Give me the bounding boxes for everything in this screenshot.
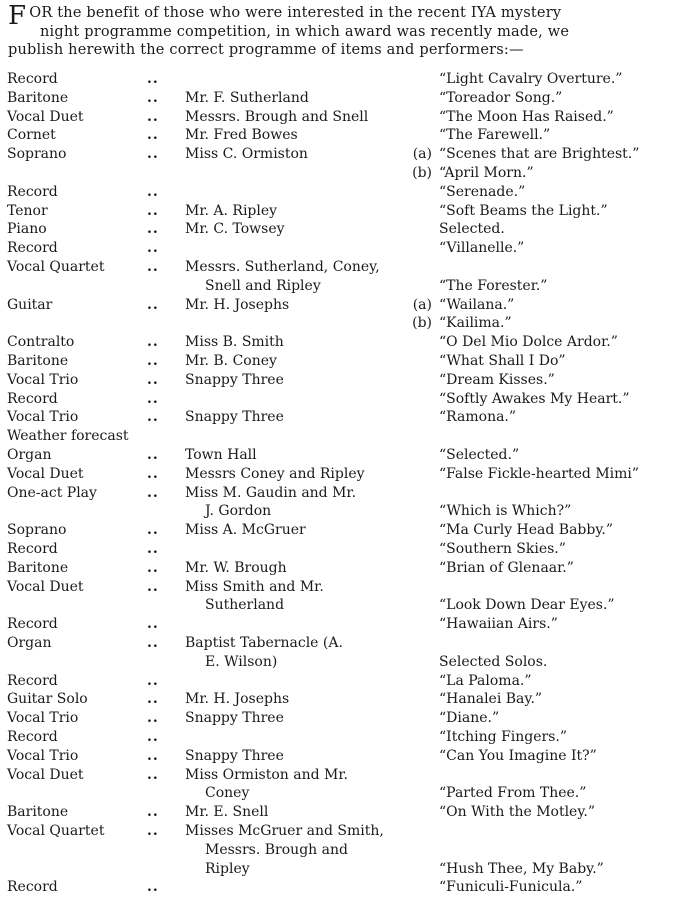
item-type: Contralto (7, 334, 75, 351)
item-type: Tenor (7, 202, 48, 219)
item-title: “The Forester.” (439, 277, 548, 294)
performer (185, 145, 420, 164)
programme-row (0, 484, 700, 522)
leader-dots: .. (147, 522, 159, 539)
item-type: Vocal Quartet (7, 823, 105, 839)
programme-row (0, 126, 700, 145)
performer-line: Misses McGruer and Smith, (185, 823, 384, 839)
item-type: Record (7, 240, 58, 257)
performer-line: Mr. H. Josephs (185, 296, 290, 313)
programme-row (0, 202, 700, 221)
item-type: Record (7, 541, 58, 557)
sub-item-marker: (b) (412, 165, 432, 181)
leader-dots: .. (147, 766, 159, 783)
item-title: “Kailima.” (439, 315, 512, 332)
leader-dots: .. (147, 541, 159, 557)
programme-row (0, 615, 700, 634)
item-type: Piano (7, 221, 47, 238)
leader-dots: .. (147, 183, 159, 200)
performer-line: Mr. C. Towsey (185, 221, 285, 238)
leader-dots: .. (147, 672, 159, 689)
performer (185, 220, 420, 239)
item-title: “Hanalei Bay.” (439, 691, 543, 708)
item-type: Soprano (7, 522, 67, 539)
item-type: Record (7, 390, 58, 407)
item-title: “Hawaiian Airs.” (439, 616, 558, 633)
programme-row (0, 465, 700, 484)
item-title: “Villanelle.” (439, 240, 525, 257)
item-title: “Scenes that are Brightest.” (439, 146, 640, 163)
performer-line: Coney (205, 785, 250, 802)
performer (185, 822, 420, 878)
programme-row (0, 70, 700, 89)
programme-row (0, 314, 700, 333)
leader-dots: .. (147, 390, 159, 407)
performer-line: Mr. B. Coney (185, 353, 277, 369)
performer-line: Snell and Ripley (205, 277, 321, 294)
programme-row (0, 390, 700, 409)
intro-paragraph (8, 1, 696, 60)
leader-dots: .. (147, 804, 159, 821)
leader-dots: .. (147, 691, 159, 708)
performer-line: Snappy Three (185, 371, 284, 388)
performer (185, 371, 420, 390)
performer (185, 202, 420, 221)
leader-dots: .. (147, 559, 159, 576)
intro-text-3: publish herewith the correct programme of items and performers:— (8, 42, 524, 58)
performer-line: Miss Ormiston and Mr. (185, 766, 348, 783)
intro-text-1: OR the benefit of those who were interested in the recent IYA mystery (29, 5, 562, 21)
item-type: Vocal Trio (7, 371, 79, 388)
leader-dots: .. (147, 484, 159, 501)
item-type: Vocal Quartet (7, 259, 105, 275)
intro-text-2: night programme competition, in which award was recently made, we (40, 23, 570, 40)
intro-line-3 (8, 41, 696, 60)
performer-line: Messrs. Brough and (205, 841, 348, 858)
item-type: Guitar Solo (7, 691, 88, 708)
programme-row (0, 709, 700, 728)
item-title: “The Moon Has Raised.” (439, 108, 614, 125)
item-title: “Wailana.” (439, 296, 515, 313)
performer (185, 803, 420, 822)
programme-row (0, 220, 700, 239)
leader-dots: .. (147, 465, 159, 482)
item-type: Soprano (7, 146, 67, 163)
leader-dots: .. (147, 578, 159, 595)
performer (185, 126, 420, 145)
item-title: “Dream Kisses.” (439, 371, 555, 388)
item-title: “Brian of Glenaar.” (439, 559, 574, 576)
item-type: Vocal Duet (7, 578, 84, 595)
item-title: Selected. (439, 221, 505, 238)
item-type: Organ (7, 447, 52, 463)
leader-dots: .. (147, 635, 159, 651)
performer (185, 89, 420, 108)
item-title: “April Morn.” (439, 165, 534, 181)
programme-row (0, 371, 700, 390)
leader-dots: .. (147, 447, 159, 463)
programme-row (0, 427, 700, 446)
leader-dots: .. (147, 823, 159, 839)
leader-dots: .. (147, 221, 159, 238)
leader-dots: .. (147, 89, 159, 106)
performer-line: Miss A. McGruer (185, 522, 306, 539)
item-type: Vocal Duet (7, 465, 84, 482)
programme-row (0, 822, 700, 878)
item-title: “On With the Motley.” (439, 804, 596, 821)
item-title: “Which is Which?” (439, 503, 572, 520)
leader-dots: .. (147, 353, 159, 369)
item-type: Record (7, 616, 58, 633)
item-type: Vocal Trio (7, 409, 79, 426)
programme-row (0, 578, 700, 616)
sub-item-marker: (a) (412, 146, 432, 163)
item-type: Baritone (7, 353, 69, 369)
item-type: Record (7, 879, 58, 896)
performer-line: Mr. H. Josephs (185, 691, 290, 708)
programme-row (0, 540, 700, 559)
performer (185, 747, 420, 766)
performer (185, 296, 420, 315)
item-title: “Ramona.” (439, 409, 517, 426)
performer-line: Miss M. Gaudin and Mr. (185, 484, 357, 501)
leader-dots: .. (147, 747, 159, 764)
performer-line: Miss B. Smith (185, 334, 284, 351)
performer-line: Mr. E. Snell (185, 804, 269, 821)
item-type: Record (7, 183, 58, 200)
item-title: “Light Cavalry Overture.” (439, 71, 623, 87)
item-title: “Diane.” (439, 710, 500, 727)
performer (185, 521, 420, 540)
performer (185, 559, 420, 578)
item-title: “O Del Mio Dolce Ardor.” (439, 334, 618, 351)
performer-line: J. Gordon (205, 503, 272, 520)
leader-dots: .. (147, 371, 159, 388)
item-title: “What Shall I Do” (439, 353, 566, 369)
programme-row (0, 408, 700, 427)
leader-dots: .. (147, 108, 159, 125)
performer (185, 766, 420, 804)
item-title: “Softly Awakes My Heart.” (439, 390, 630, 407)
item-title: “Look Down Dear Eyes.” (439, 597, 615, 614)
performer-line: Mr. F. Sutherland (185, 89, 309, 106)
programme-row (0, 690, 700, 709)
item-title: “Soft Beams the Light.” (439, 202, 608, 219)
performer (185, 258, 420, 296)
programme-row (0, 89, 700, 108)
performer (185, 578, 420, 616)
intro-line-2 (8, 23, 696, 42)
performer (185, 446, 420, 465)
item-title: “Hush Thee, My Baby.” (439, 860, 604, 877)
item-title: “Parted From Thee.” (439, 785, 587, 802)
item-title: “La Paloma.” (439, 672, 532, 689)
programme-row (0, 672, 700, 691)
item-type: Record (7, 729, 58, 745)
leader-dots: .. (147, 879, 159, 896)
leader-dots: .. (147, 409, 159, 426)
performer-line: Snappy Three (185, 409, 284, 426)
performer-line: E. Wilson) (205, 653, 278, 670)
leader-dots: .. (147, 202, 159, 219)
performer (185, 634, 420, 672)
item-title: “False Fickle-hearted Mimi” (439, 465, 640, 482)
item-type: Baritone (7, 89, 69, 106)
item-type: One-act Play (7, 484, 97, 501)
programme-row (0, 183, 700, 202)
item-title: “Selected.” (439, 447, 520, 463)
programme-row (0, 878, 700, 897)
drop-cap: F (8, 1, 27, 31)
programme-row (0, 766, 700, 804)
item-type: Vocal Duet (7, 108, 84, 125)
programme-row (0, 352, 700, 371)
performer-line: Baptist Tabernacle (A. (185, 635, 343, 651)
performer (185, 333, 420, 352)
performer-line: Messrs Coney and Ripley (185, 465, 365, 482)
performer (185, 408, 420, 427)
programme-row (0, 145, 700, 164)
item-type: Vocal Trio (7, 747, 79, 764)
performer (185, 709, 420, 728)
programme-row (0, 258, 700, 296)
performer (185, 108, 420, 127)
item-type: Baritone (7, 804, 69, 821)
programme-row (0, 728, 700, 747)
performer-line: Snappy Three (185, 747, 284, 764)
item-title: “The Farewell.” (439, 127, 551, 144)
item-title: “Itching Fingers.” (439, 729, 568, 745)
leader-dots: .. (147, 240, 159, 257)
programme-row (0, 803, 700, 822)
performer-line: Mr. W. Brough (185, 559, 287, 576)
performer-line: Miss Smith and Mr. (185, 578, 324, 595)
leader-dots: .. (147, 334, 159, 351)
programme-row (0, 446, 700, 465)
programme-row (0, 108, 700, 127)
programme-row (0, 521, 700, 540)
sub-item-marker: (b) (412, 315, 432, 332)
leader-dots: .. (147, 259, 159, 275)
leader-dots: .. (147, 146, 159, 163)
programme-row (0, 333, 700, 352)
performer (185, 690, 420, 709)
programme-row (0, 634, 700, 672)
item-title: “Serenade.” (439, 183, 526, 200)
performer-line: Snappy Three (185, 710, 284, 727)
leader-dots: .. (147, 616, 159, 633)
item-title: “Funiculi-Funicula.” (439, 879, 583, 896)
programme-row (0, 296, 700, 315)
performer-line: Town Hall (185, 447, 257, 463)
performer-line: Ripley (205, 860, 250, 877)
programme-row (0, 239, 700, 258)
item-title: Selected Solos. (439, 653, 548, 670)
item-type: Vocal Duet (7, 766, 84, 783)
performer-line: Mr. Fred Bowes (185, 127, 298, 144)
item-title: “Ma Curly Head Babby.” (439, 522, 614, 539)
programme-row (0, 747, 700, 766)
performer-line: Mr. A. Ripley (185, 202, 278, 219)
performer-line: Messrs. Sutherland, Coney, (185, 259, 380, 275)
performer (185, 484, 420, 522)
intro-line-1 (8, 1, 696, 31)
leader-dots: .. (147, 71, 159, 87)
item-type: Vocal Trio (7, 710, 79, 727)
performer-line: Miss C. Ormiston (185, 146, 308, 163)
performer-line: Messrs. Brough and Snell (185, 108, 369, 125)
leader-dots: .. (147, 710, 159, 727)
performer (185, 352, 420, 371)
sub-item-marker: (a) (412, 296, 432, 313)
performer (185, 465, 420, 484)
item-type: Guitar (7, 296, 53, 313)
item-title: “Toreador Song.” (439, 89, 563, 106)
item-type: Organ (7, 635, 52, 651)
item-title: “Can You Imagine It?” (439, 747, 597, 764)
item-type: Weather forecast (7, 428, 129, 445)
item-type: Baritone (7, 559, 69, 576)
leader-dots: .. (147, 127, 159, 144)
programme-row (0, 559, 700, 578)
performer-line: Sutherland (205, 597, 285, 614)
item-type: Record (7, 672, 58, 689)
item-type: Record (7, 71, 58, 87)
leader-dots: .. (147, 729, 159, 745)
item-title: “Southern Skies.” (439, 541, 566, 557)
item-type: Cornet (7, 127, 56, 144)
leader-dots: .. (147, 296, 159, 313)
programme-row (0, 164, 700, 183)
